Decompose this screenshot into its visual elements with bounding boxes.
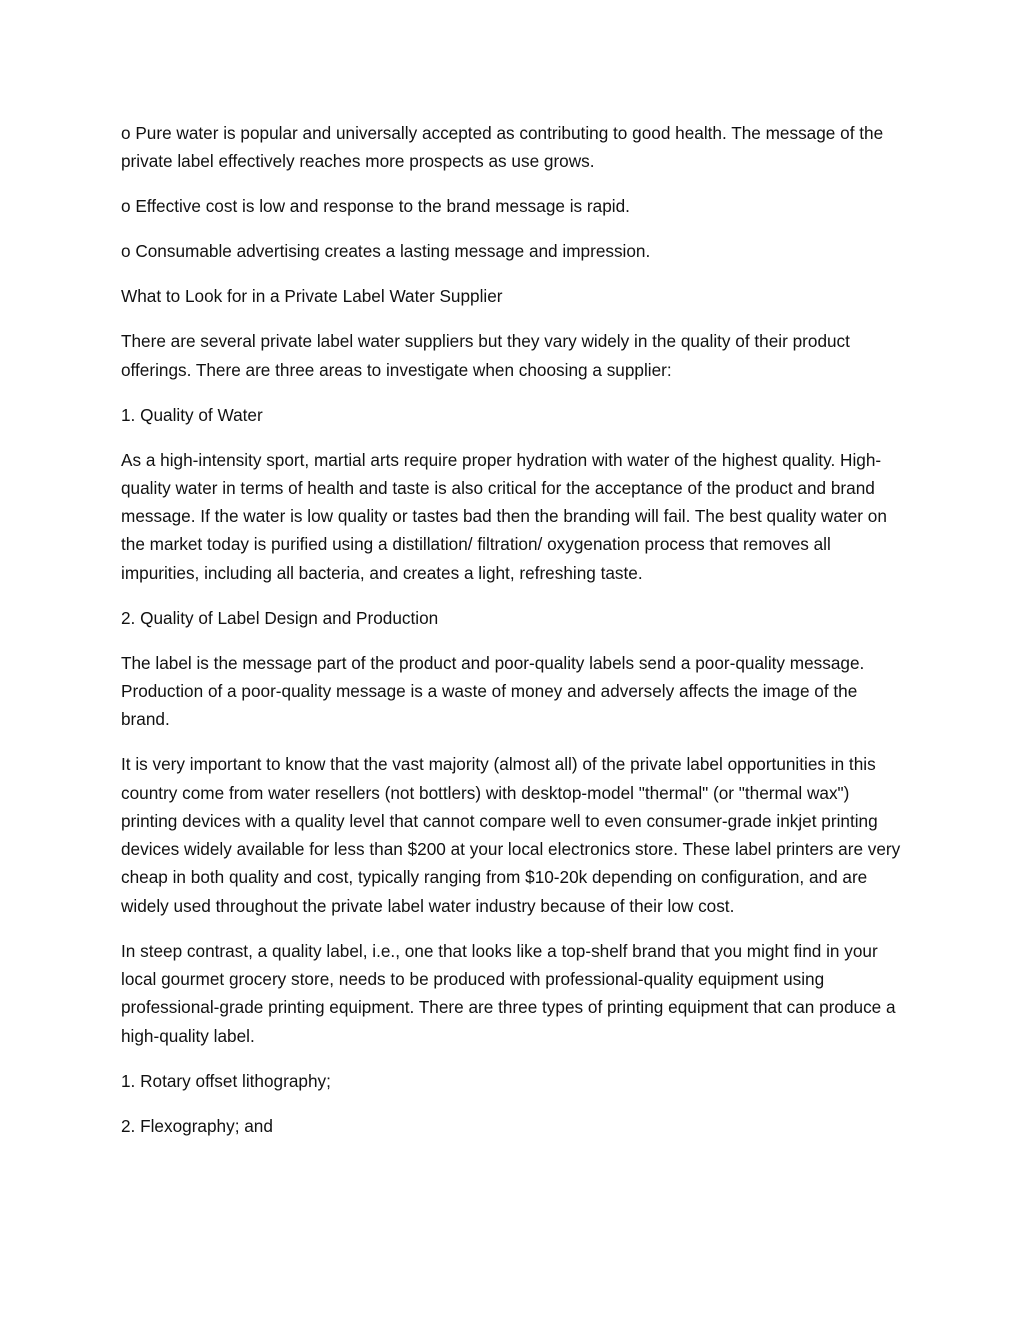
list-item-flexography: 2. Flexography; and bbox=[121, 1115, 273, 1136]
paragraph-water-quality: As a high-intensity sport, martial arts require proper hydration with water of the highest quality. High-quality water in terms of health and taste is also critical for the acceptance of the product and brand message. If the water is low quality or tastes bad then the branding will fail. The best quality water on the market today is purified using a distillation/ filtration/ oxygenation process that removes all impurities, including all bacteria, and creates a light, refreshing taste. bbox=[121, 449, 887, 583]
document-body bbox=[121, 119, 903, 1157]
paragraph-quality-label: In steep contrast, a quality label, i.e., one that looks like a top-shelf brand that you might find in your local gourmet grocery store, needs to be produced with professional-quality equipment using professional-grade printing equipment. There are three types of printing equipment that can produce a high-quality label. bbox=[121, 940, 896, 1046]
subheading-label-design: 2. Quality of Label Design and Production bbox=[121, 607, 439, 628]
bullet-consumable-advertising: o Consumable advertising creates a lasting message and impression. bbox=[121, 241, 651, 262]
subheading-quality-of-water: 1. Quality of Water bbox=[121, 404, 263, 425]
paragraph-thermal-printers: It is very important to know that the vast majority (almost all) of the private label opportunities in this country come from water resellers (not bottlers) with desktop-model "thermal" (or "thermal wax") printing devices with a quality level that cannot compare well to even consumer-grade inkjet printing devices widely available for less than $200 at your local electronics store. These label printers are very cheap in both quality and cost, typically ranging from $10-20k depending on configuration, and are widely used throughout the private label water industry because of their low cost. bbox=[121, 754, 901, 916]
bullet-effective-cost: o Effective cost is low and response to the brand message is rapid. bbox=[121, 196, 630, 217]
paragraph-label-message: The label is the message part of the product and poor-quality labels send a poor-quality message. Production of a poor-quality message is a waste of money and adversely affects the image of the brand. bbox=[121, 652, 865, 730]
section-heading-supplier: What to Look for in a Private Label Water Supplier bbox=[121, 286, 503, 307]
bullet-pure-water: o Pure water is popular and universally accepted as contributing to good health. The message of the private label effectively reaches more prospects as use grows. bbox=[121, 123, 884, 172]
list-item-rotary-offset: 1. Rotary offset lithography; bbox=[121, 1070, 331, 1091]
paragraph-suppliers-intro: There are several private label water suppliers but they vary widely in the quality of their product offerings. There are three areas to investigate when choosing a supplier: bbox=[121, 331, 850, 380]
